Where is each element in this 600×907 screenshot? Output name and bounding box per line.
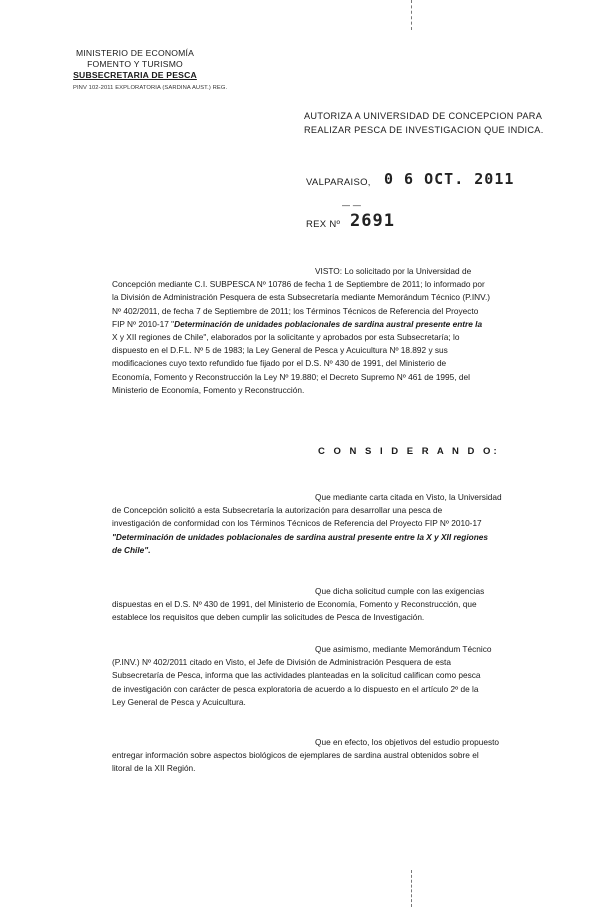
visto-line-5 <box>112 318 544 331</box>
ministry-name-2: FOMENTO Y TURISMO <box>87 59 183 69</box>
p3-line-5: Ley General de Pesca y Acuicultura. <box>112 696 246 707</box>
p4-line-3: litoral de la XII Región. <box>112 763 196 774</box>
date-stamp: 0 6 OCT. 2011 <box>384 170 515 188</box>
p3-line-3: Subsecretaría de Pesca, informa que las actividades planteadas en la solicitud califican como pesca <box>112 670 481 681</box>
resolution-dashes: — — <box>342 201 362 210</box>
p4-line-2: entregar información sobre aspectos biológicos de ejemplares de sardina austral obtenidos sobre el <box>112 750 479 761</box>
place-label: VALPARAISO, <box>306 177 371 188</box>
p4-line-1: Que en efecto, los objetivos del estudio propuesto <box>315 737 500 747</box>
considerando-paragraph-2 <box>112 585 544 625</box>
resolution-label: REX Nº <box>306 219 341 230</box>
p1-line-3: investigación de conformidad con los Términos Técnicos de Referencia del Proyecto FIP Nº 2010-17 <box>112 518 482 529</box>
p3-line-2: (P.INV.) Nº 402/2011 citado en Visto, el Jefe de División de Administración Pesquera de esta <box>112 657 451 668</box>
ministry-name: MINISTERIO DE ECONOMÍA <box>75 48 195 58</box>
p2-line-3: establece los requisitos que deben cumplir las solicitudes de Pesca de Investigación. <box>112 612 425 623</box>
p1-italic-2: de Chile". <box>112 544 151 555</box>
scan-mark <box>411 0 412 30</box>
scan-mark-bottom <box>411 870 412 907</box>
subject-line-1: AUTORIZA A UNIVERSIDAD DE CONCEPCION PARA <box>304 111 543 121</box>
visto-line-7: dispuesto en el D.F.L. Nº 5 de 1983; la Ley General de Pesca y Acuicultura Nº 18.892 y sus <box>112 345 448 356</box>
considerando-paragraph-1 <box>112 491 544 557</box>
visto-line-5-italic: Determinación de unidades poblacionales de sardina austral presente entre la <box>174 318 483 329</box>
visto-line-2: Concepción mediante C.I. SUBPESCA Nº 10786 de fecha 1 de Septiembre de 2011; lo informado por <box>112 279 485 290</box>
visto-line-8: modificaciones cuyo texto refundido fue fijado por el D.S. Nº 430 de 1991, del Ministerio de <box>112 358 447 369</box>
subsecretaria-name: SUBSECRETARIA DE PESCA <box>73 70 197 80</box>
p1-line-5 <box>112 544 544 557</box>
p1-line-2: de Concepción solicitó a esta Subsecretaría la autorización para desarrollar una pesca de <box>112 505 443 516</box>
considerando-title: C O N S I D E R A N D O: <box>318 446 500 457</box>
visto-line-4: Nº 402/2011, de fecha 7 de Septiembre de 2011; los Términos Técnicos de Referencia del Proyecto <box>112 305 479 316</box>
p3-line-1: Que asimismo, mediante Memorándum Técnico <box>315 644 492 654</box>
visto-line-10: Ministerio de Economía, Fomento y Reconstrucción. <box>112 384 305 395</box>
p3-line-4: de investigación con carácter de pesca exploratoria de acuerdo a lo dispuesto en el artículo 2º de la <box>112 683 479 694</box>
p2-line-1: Que dicha solicitud cumple con las exigencias <box>315 586 485 596</box>
resolution-number: 2691 <box>350 211 395 231</box>
p2-line-2: dispuestas en el D.S. Nº 430 de 1991, del Ministerio de Economía, Fomento y Reconstrucción, que <box>112 599 477 610</box>
considerando-paragraph-4 <box>112 736 544 776</box>
visto-line-3: la División de Administración Pesquera de esta Subsecretaría mediante Memorándum Técnico (P.INV.) <box>112 292 491 303</box>
visto-line-6: X y XII regiones de Chile", elaborados por la solicitante y aprobados por esta Subsecretaría; lo <box>112 332 460 343</box>
p1-line-4 <box>112 531 544 544</box>
p1-italic-1: "Determinación de unidades poblacionales de sardina austral presente entre la X y XII regiones <box>112 531 489 542</box>
p1-line-1: Que mediante carta citada en Visto, la Universidad <box>315 492 502 502</box>
letterhead <box>60 48 210 81</box>
subject-line-2: REALIZAR PESCA DE INVESTIGACION QUE INDICA. <box>304 125 544 135</box>
visto-line-5-prefix: FIP Nº 2010-17 " <box>112 318 175 329</box>
reference-code: PINV 102-2011 EXPLORATORIA (SARDINA AUST.) REG. <box>73 85 228 91</box>
visto-line-9: Economía, Fomento y Reconstrucción la Ley Nº 19.880; el Decreto Supremo Nº 461 de 1995, del <box>112 371 470 382</box>
visto-line-1: VISTO: Lo solicitado por la Universidad de <box>315 266 472 276</box>
subject-block <box>304 109 574 137</box>
visto-section <box>112 265 544 397</box>
considerando-paragraph-3 <box>112 643 544 709</box>
